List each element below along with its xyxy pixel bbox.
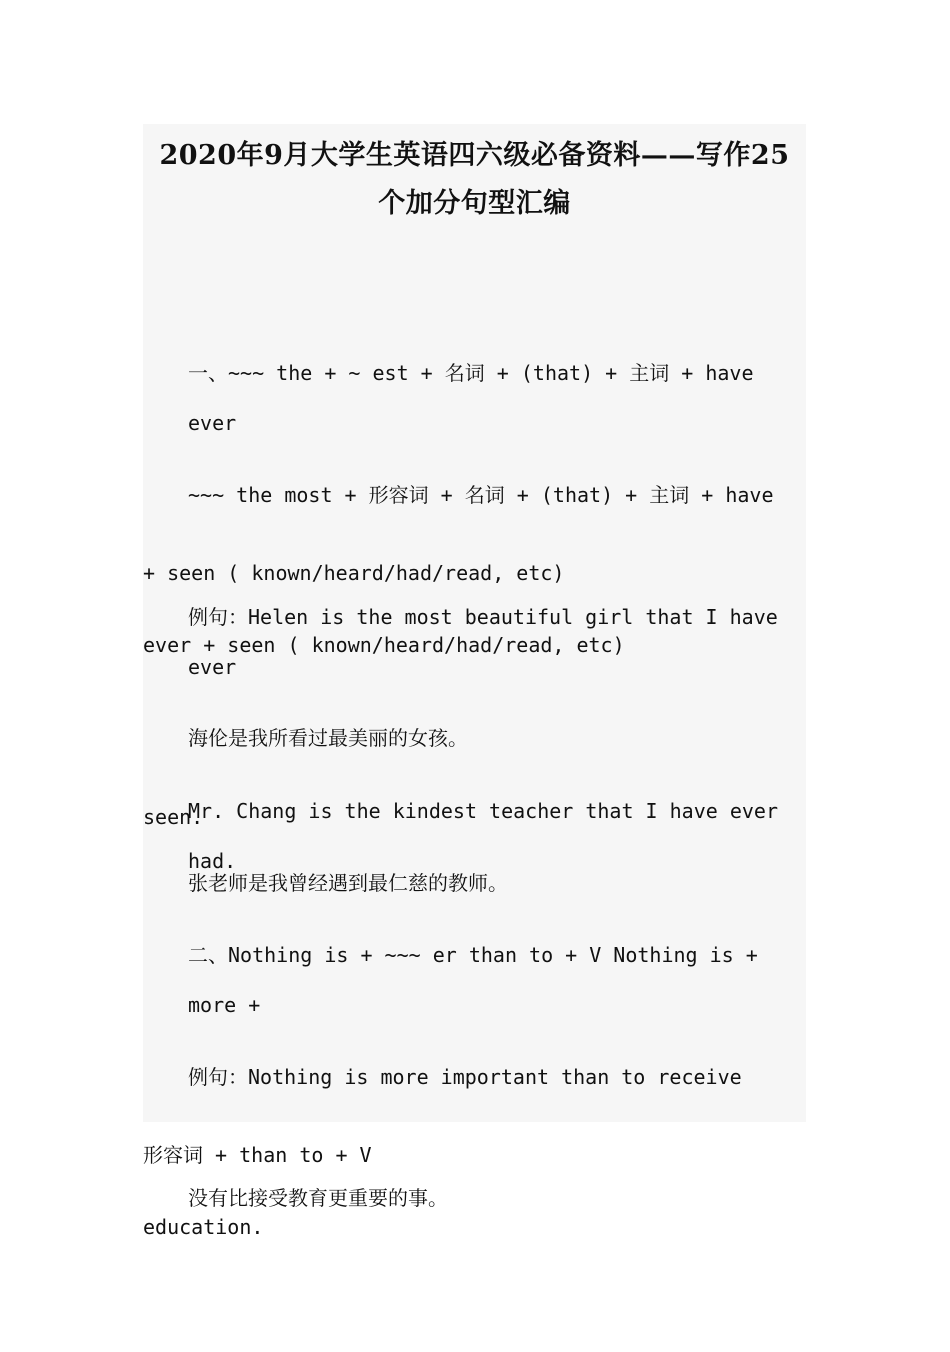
paragraph-line: education. xyxy=(143,1215,264,1239)
document-block xyxy=(143,124,806,1239)
paragraph-line: seen. xyxy=(143,805,204,829)
paragraph-line: 张老师是我曾经遇到最仁慈的教师。 xyxy=(188,871,508,895)
paragraph-line: ~~~ the most + 形容词 + 名词 + (that) + 主词 + have xyxy=(188,483,774,507)
paragraph-line: + seen ( known/heard/had/read, etc) xyxy=(143,561,565,585)
paragraph-line: 例句：Helen is the most beautiful girl that I have ever xyxy=(188,605,790,679)
paragraph-line: 形容词 + than to + V xyxy=(143,1143,372,1167)
document-title xyxy=(143,132,806,228)
title-line-1: 2020年9月大学生英语四六级必备资料——写作25 xyxy=(159,140,790,171)
paragraph-line: 例句：Nothing is more important than to receive xyxy=(188,1065,742,1089)
pattern-2-example-zh xyxy=(143,1073,806,1323)
paragraph-line: 一、~~~ the + ~ est + 名词 + (that) + 主词 + have ever xyxy=(188,361,766,435)
paragraph-line: ever + seen ( known/heard/had/read, etc) xyxy=(143,633,625,657)
paragraph-line: 海伦是我所看过最美丽的女孩。 xyxy=(188,726,468,750)
title-line-2: 个加分句型汇编 xyxy=(378,188,571,219)
paragraph-line: Mr. Chang is the kindest teacher that I have ever had. xyxy=(188,799,791,873)
paragraph-line: 二、Nothing is + ~~~ er than to + V Nothing is + more + xyxy=(188,943,770,1017)
paragraph-line: 没有比接受教育更重要的事。 xyxy=(188,1186,448,1210)
